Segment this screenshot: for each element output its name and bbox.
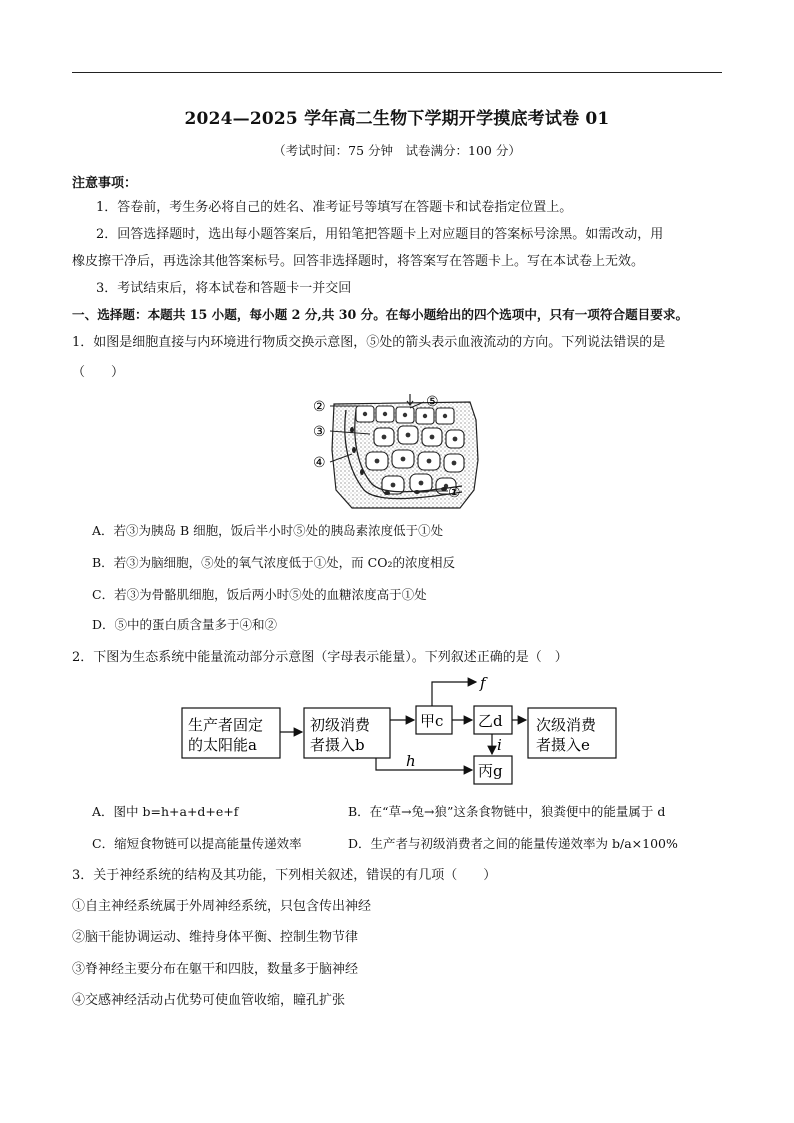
arrow-b-g [376, 758, 472, 770]
blood-cell [352, 447, 356, 453]
q1-option-c: C．若③为骨骼肌细胞，饭后两小时⑤处的血糖浓度高于①处 [92, 587, 427, 602]
cell-nucleus [427, 459, 432, 464]
cell-nucleus [419, 481, 424, 486]
cell-nucleus [391, 483, 396, 488]
cell-nucleus [363, 412, 367, 416]
box2-line1: 初级消费 [310, 716, 371, 734]
notice-item-2: 2．回答选择题时，选出每小题答案后，用铅笔把答题卡上对应题目的答案标号涂黑。如需改动，用 [96, 227, 664, 242]
exam-title: 2024—2025 学年高二生物下学期开学摸底考试卷 01 [184, 109, 610, 129]
blood-cell [414, 490, 420, 494]
blood-cell [360, 469, 364, 475]
q2-option-b: B．在“草→兔→狼”这条食物链中，狼粪便中的能量属于 d [348, 804, 666, 819]
cell-nucleus [406, 433, 411, 438]
box1-line1: 生产者固定 [188, 716, 264, 734]
cell-nucleus [453, 437, 458, 442]
label-f: f [480, 674, 486, 692]
cell-nucleus [443, 414, 447, 418]
q2-stem: 2．下图为生态系统中能量流动部分示意图（字母表示能量）。下列叙述正确的是（ ） [72, 650, 568, 665]
box3-label: 甲c [420, 712, 444, 730]
q1-cell-figure [312, 390, 482, 512]
label-3: ③ [313, 424, 326, 440]
arrow-c-f [432, 682, 476, 706]
q3-item-4: ④交感神经活动占优势可使血管收缩，瞳孔扩张 [72, 993, 346, 1008]
exam-subtitle: （考试时间：75 分钟 试卷满分：100 分） [273, 143, 521, 158]
box6-label: 丙g [478, 762, 503, 780]
notice-item-1: 1．答卷前，考生务必将自己的姓名、准考证号等填写在答题卡和试卷指定位置上。 [96, 200, 573, 215]
q1-stem: 1．如图是细胞直接与内环境进行物质交换示意图，⑤处的箭头表示血液流动的方向。下列说法错误的是 [72, 335, 666, 350]
box5-line2: 者摄入e [536, 736, 590, 754]
blood-cell [384, 491, 390, 495]
box5-line1: 次级消费 [536, 716, 597, 734]
q2-energy-diagram [176, 672, 626, 790]
blood-cell [441, 487, 447, 491]
label-5: ⑤ [426, 394, 439, 410]
label-i: i [497, 736, 502, 754]
q1-option-d: D．⑤中的蛋白质含量多于④和② [92, 617, 278, 632]
notice-item-2-cont: 橡皮擦干净后，再选涂其他答案标号。回答非选择题时，将答案写在答题卡上。写在本试卷上无效。 [72, 254, 645, 269]
box2-line2: 者摄入b [310, 736, 365, 754]
label-h: h [406, 752, 416, 770]
cell-nucleus [375, 459, 380, 464]
label-1: ① [448, 485, 461, 501]
q3-item-2: ②脑干能协调运动、维持身体平衡、控制生物节律 [72, 930, 359, 945]
label-4: ④ [313, 455, 326, 471]
cell-nucleus [403, 413, 407, 417]
cell-nucleus [423, 414, 427, 418]
cell-nucleus [401, 457, 406, 462]
label-2: ② [313, 399, 326, 415]
cell-nucleus [430, 435, 435, 440]
q2-option-c: C．缩短食物链可以提高能量传递效率 [92, 836, 302, 851]
q1-option-a: A．若③为胰岛 B 细胞，饭后半小时⑤处的胰岛素浓度低于①处 [92, 523, 444, 538]
q3-stem: 3．关于神经系统的结构及其功能，下列相关叙述，错误的有几项（ ） [72, 868, 497, 883]
box1-line2: 的太阳能a [188, 736, 257, 754]
section-heading: 一、选择题：本题共 15 小题，每小题 2 分,共 30 分。在每小题给出的四个选项中，只有一项符合题目要求。 [72, 307, 689, 322]
cell-nucleus [452, 461, 457, 466]
q2-option-d: D．生产者与初级消费者之间的能量传递效率为 b/a×100% [348, 836, 678, 851]
q1-option-b: B．若③为脑细胞，⑤处的氧气浓度低于①处，而 CO₂的浓度相反 [92, 555, 455, 570]
cell-nucleus [382, 435, 387, 440]
notice-item-3: 3．考试结束后，将本试卷和答题卡一并交回 [96, 281, 352, 296]
q3-item-3: ③脊神经主要分布在躯干和四肢，数量多于脑神经 [72, 962, 359, 977]
notice-heading: 注意事项： [72, 176, 138, 191]
box4-label: 乙d [478, 712, 503, 730]
q3-item-1: ①自主神经系统属于外周神经系统，只包含传出神经 [72, 899, 372, 914]
q1-stem-paren: （ ） [72, 365, 125, 380]
q2-option-a: A．图中 b=h+a+d+e+f [92, 804, 239, 819]
cell-nucleus [383, 412, 387, 416]
header-rule [72, 72, 722, 73]
